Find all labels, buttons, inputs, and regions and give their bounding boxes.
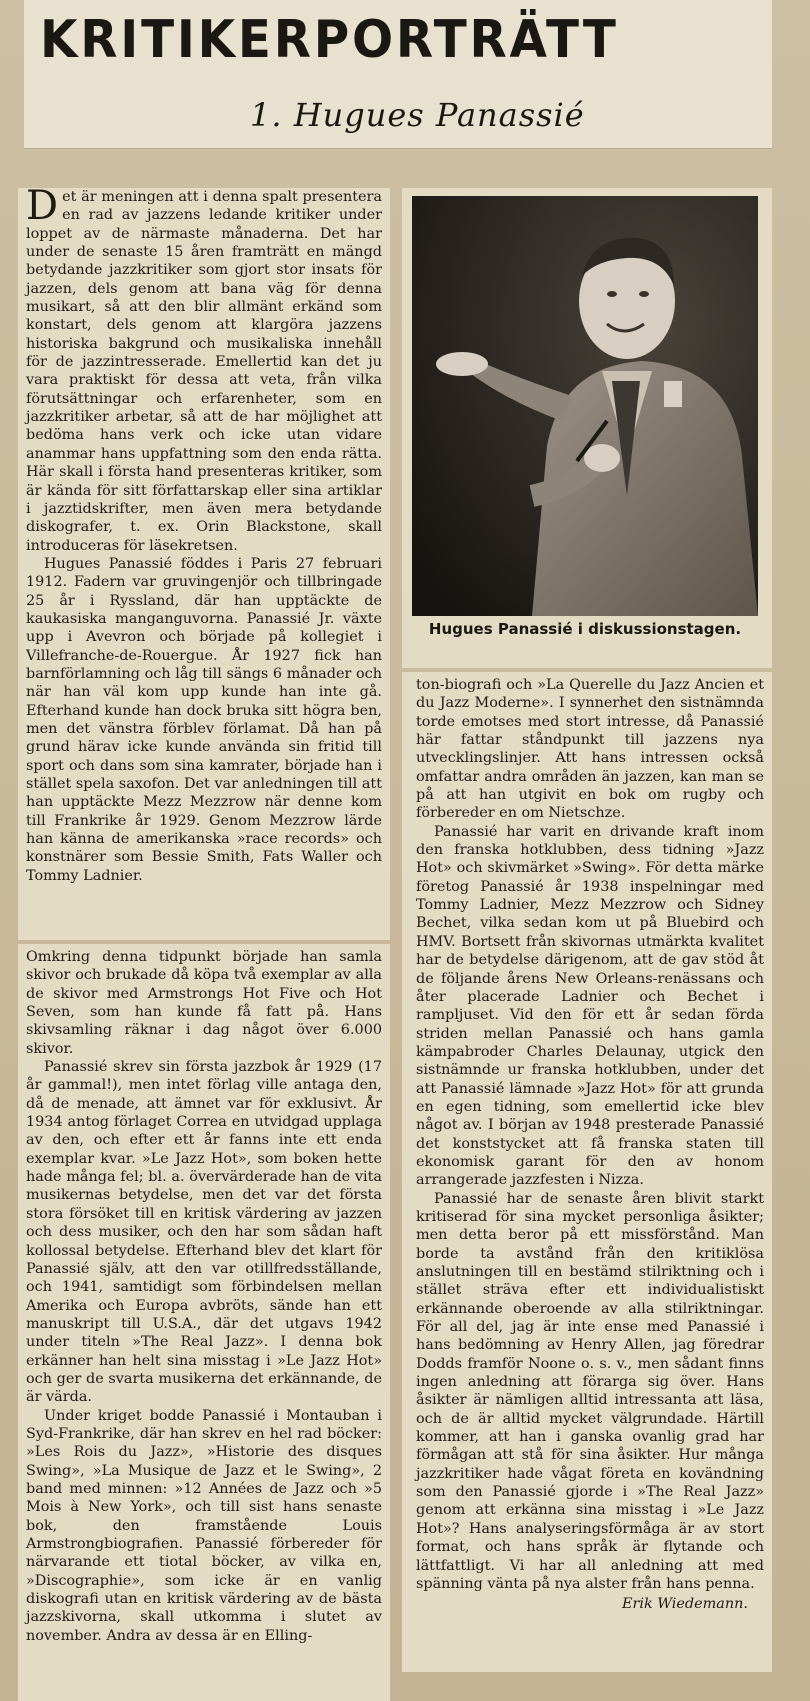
photo-panel [402,188,772,668]
paragraph: Omkring denna tidpunkt började han samla skivor och brukade då köpa två exemplar av alla de skivor med Armstrongs Hot Five och Hot Seven, som han kunde få fatt på. Hans skivsamling räknar i dag något över 6.000 skivor. [26,949,382,1057]
paragraph-text: et är meningen att i denna spalt presentera en rad av jazzens ledande kritiker under loppet av de närmaste månaderna. Det har under de senaste 15 åren framträtt en mängd betydande jazzkritiker som gjort stor insats för jazzen, dels genom att bana väg för denna musikart, så att den blir allmänt erkänd som konstart, dels genom att klargöra jazzens historiska bakgrund och musikaliska innehåll för de jazzintresserade. Emellertid kan det ju vara praktiskt för dessa att veta, från vilka förutsättningar och erfarenheter, som en jazzkritiker arbetar, så att de har möjlighet att bedöma hans verk och icke utan vidare anammar hans uppfattning som den enda rätta. Här skall i första hand presenteras kritiker, som är kända för sitt författarskap eller sina artiklar i jazztidskrifter, men även mera betydande diskografer, t. ex. Orin Blackstone, skall introduceras för läsekretsen. [26,189,382,554]
drop-cap: D [26,188,59,229]
portrait-illustration [412,196,758,616]
column-right [402,672,772,1672]
paragraph: Panassié har varit en drivande kraft inom den franska hotklubben, dess tidning »Jazz Hot» och skivmärket »Swing». För detta märke företog Panassié år 1938 inspelningar med Tommy Ladnier, Mezz Mezzrow och Sidney Bechet, vilka sedan kom ut på Bluebird och HMV. Bortsett från skivornas utmärkta kvalitet har de betydelse därigenom, att de gav stöd åt de följande årens New Orleans-renässans och åter placerade Ladnier och Bechet i rampljuset. Vid den för ett år sedan förda striden mellan Panassié och hans gamla kämpabroder Charles Delaunay, utgick den sistnämnde ur franska hotklubben, under det att Panassié lämnade »Jazz Hot» för att grunda en egen tidning, som emellertid icke blev något av. I början av 1948 presterade Panassié det konststycket att få franska staten till ekonomisk garant för den av honom arrangerade jazzfesten i Nizza. [416,823,764,1189]
paragraph: Panassié skrev sin första jazzbok år 1929 (17 år gammal!), men intet förlag ville antaga den, då de menade, att ämnet var för exklusivt. År 1934 antog förlaget Correa en utvidgad upplaga av den, och efter ett år fanns inte ett enda exemplar kvar. »Le Jazz Hot», som boken hette hade många fel; bl. a. övervärderade han de vita musikernas betydelse, men det var det första stora försöket till en kritisk värdering av jazzen och dess musiker, och den har som sådan haft kollossal betydelse. Efterhand blev det klart för Panassié själv, att den var otillfredsställande, och 1941, samtidigt som förbindelsen mellan Amerika och Europa avbröts, sände han ett manuskript till U.S.A., där det utgavs 1942 under titeln »The Real Jazz». I denna bok erkänner han helt sina misstag i »Le Jazz Hot» och ger de svarta musikerna det erkännande, de är värda. [26,1059,382,1406]
paragraph [26,188,382,555]
column-left-bottom [18,944,390,1701]
paragraph: Hugues Panassié föddes i Paris 27 februari 1912. Fadern var gruvingenjör och tillbringade 25 år i Ryssland, där han upptäckte de kaukasiska manganguvorna. Panassié Jr. växte upp i Avevron och började på kollegiet i Villefranche-de-Rouergue. År 1927 fick han barnförlamning och låg till sängs 6 månader och när han väl kom upp kunde han inte gå. Efterhand kunde han dock bruka sitt högra ben, men det vänstra förblev förlamat. Då han på grund härav icke kunde använda sin fritid till sport och dans som sina kamrater, började han i stället spela saxofon. Det var anledningen till att han upptäckte Mezz Mezzrow när denne kom till Frankrike år 1929. Genom Mezzrow lärde han känna de amerikanska »race records» och konstnärer som Bessie Smith, Fats Waller och Tommy Ladnier. [26,555,382,884]
article-subtitle: 1. Hugues Panassié [250,96,585,134]
header [24,0,772,149]
paragraph: Panassié har de senaste åren blivit starkt kritiserad för sina mycket personliga åsikter; men detta beror på ett missförstånd. Man borde ta avstånd från den kritiklösa anslutningen till en bestämd stilriktning och i stället sträva efter ett individualistiskt erkännande oberoende av alla stilriktningar. För all del, jag är inte ense med Panassié i hans bedömning av Henry Allen, jag föredrar Dodds framför Noone o. s. v., men sådant finns ingen anledning att förarga sig över. Hans åsikter är nämligen alltid intressanta att läsa, och de är alltid mycket välgrundade. Härtill kommer, att han i ganska ovanlig grad har förmågan att stå för sina åsikter. Hur många jazzkritiker hade vågat företa en kovändning som den Panassié gjorde i »The Real Jazz» genom att erkänna sina misstag i »Le Jazz Hot»? Hans analyseringsförmåga är av stort format, och hans språk är flytande och lättfattligt. Vi har all anledning att med spänning vänta på nya alster från hans penna. [416,1190,764,1592]
photo-caption: Hugues Panassié i diskussionstagen. [428,620,742,638]
author-signature: Erik Wiedemann. [621,1596,748,1613]
masthead-title: KRITIKERPORTRÄTT [40,10,619,70]
column-left-top [18,188,390,940]
portrait-photo [412,196,758,616]
paragraph: Under kriget bodde Panassié i Montauban i Syd-Frankrike, där han skrev en hel rad böcker: »Les Rois du Jazz», »Historie des disques Swing», »La Musique de Jazz et le Swing», 2 band med minnen: »12 Années de Jazz och »5 Mois à New York», och till sist hans senaste bok, den framstående Louis Armstrongbiografien. Panassié förbereder för närvarande ett tiotal böcker, av vilka en, »Discographie», som icke är en vanlig diskografi utan en kritisk värdering av de bästa jazzskivorna, skall utkomma i slutet av november. Andra av dessa är en Elling- [26,1407,382,1644]
paragraph: ton-biografi och »La Querelle du Jazz Ancien et du Jazz Moderne». I synnerhet den sistnämnda torde emotses med stort intresse, då Panassié här fattar ståndpunkt till jazzens nya utvecklingslinjer. Att hans intressen också omfattar andra områden än jazzen, kan man se på att han utgivit en bok om rugby och förbereder en om Nietschze. [416,677,764,822]
